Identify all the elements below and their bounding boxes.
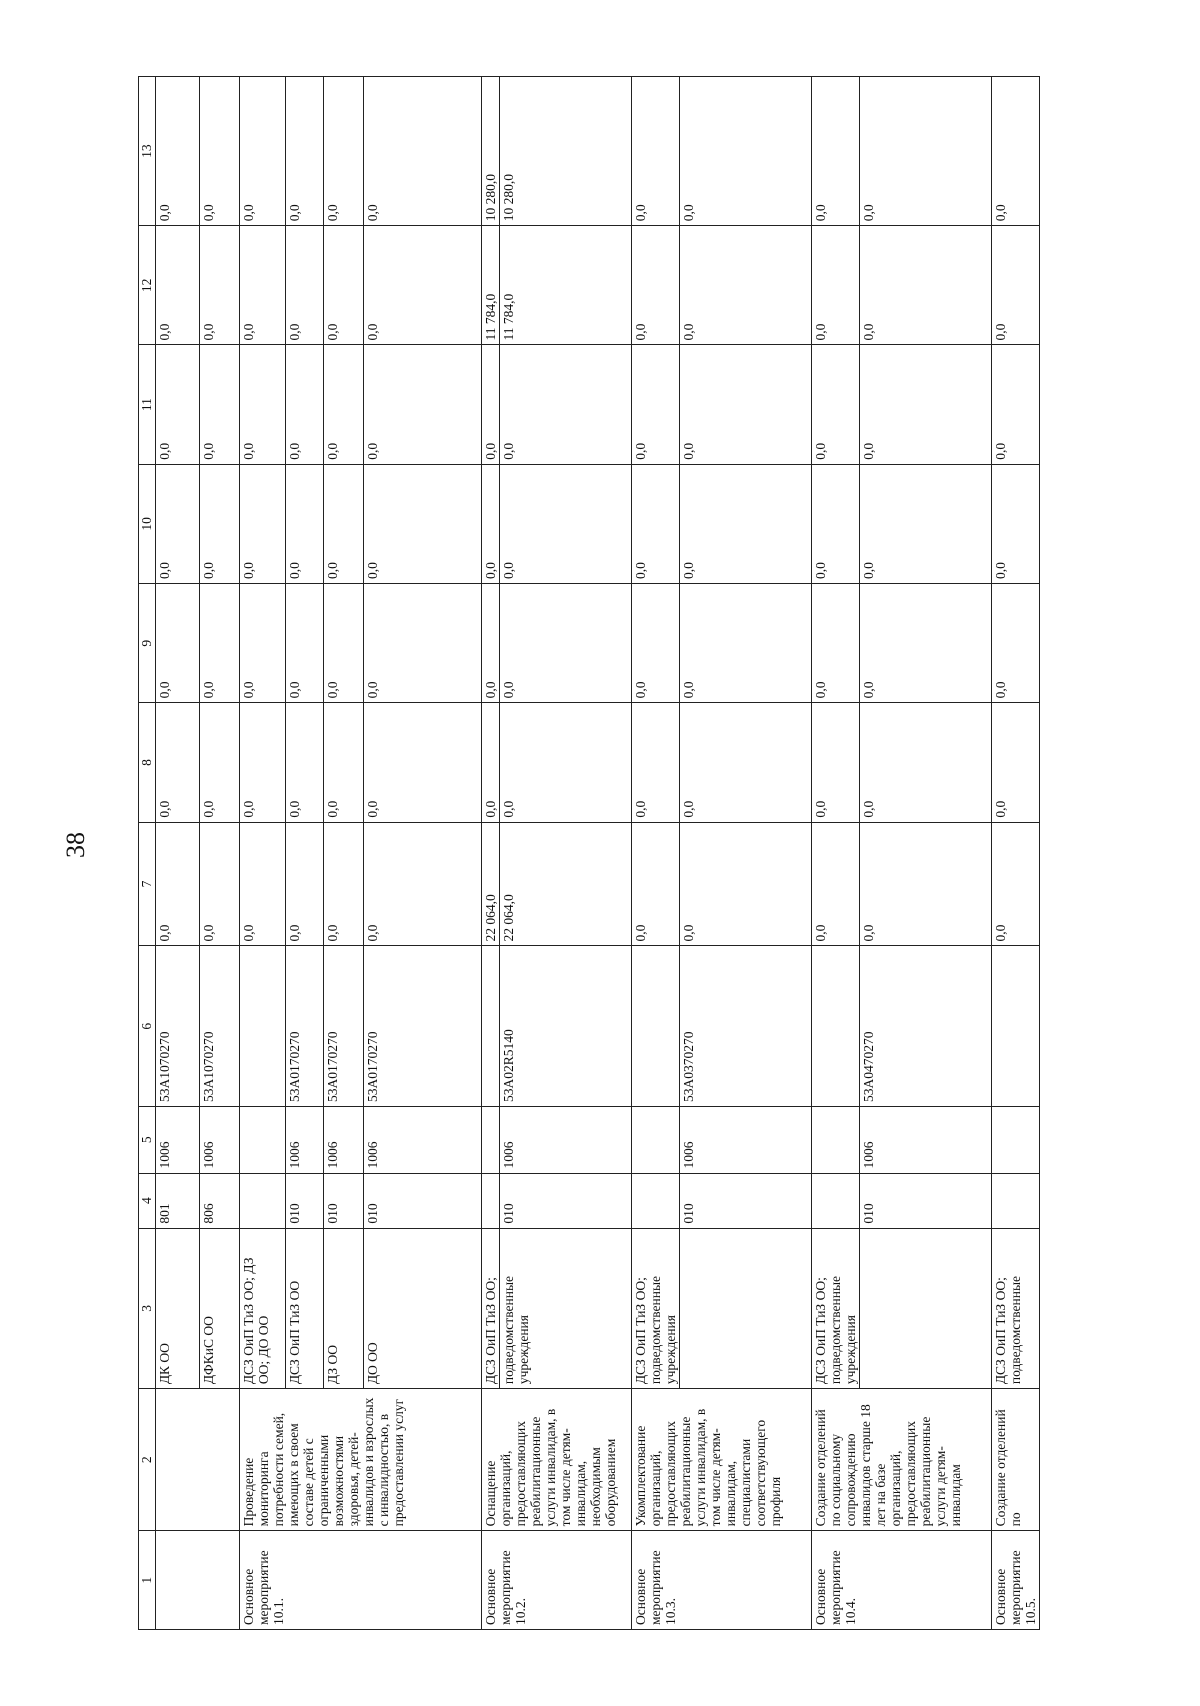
cell-c9: 0,0: [324, 584, 364, 703]
cell-c9: 0,0: [286, 584, 324, 703]
cell-c7: 0,0: [632, 822, 680, 946]
cell-c6: 53А0170270: [286, 946, 324, 1107]
event-name-cell: Создание отделений по: [992, 1389, 1040, 1531]
cell-c13: 0,0: [632, 77, 680, 226]
table-row: [156, 77, 200, 1630]
col-header-12: 12: [139, 226, 156, 345]
cell-c13: 0,0: [286, 77, 324, 226]
event-cell: Основное мероприятие 10.2.: [482, 1531, 632, 1630]
cell-c10: 0,0: [860, 464, 992, 583]
cell-c11: 0,0: [860, 345, 992, 464]
cell-c4: 010: [500, 1173, 632, 1228]
cell-c7: 0,0: [156, 822, 200, 946]
cell-c8: 0,0: [156, 703, 200, 822]
cell-c11: 0,0: [364, 345, 482, 464]
cell-c3: ДЗ ОО: [324, 1228, 364, 1389]
cell-c10: 0,0: [680, 464, 812, 583]
cell-c13: 10 280,0: [500, 77, 632, 226]
cell-c9: 0,0: [240, 584, 286, 703]
cell-c10: 0,0: [324, 464, 364, 583]
cell-c3: ДСЗ ОиП ТиЗ ОО; подведомственные учреждения: [632, 1228, 680, 1389]
event-name-cell: Создание отделений по социальному сопровождению инвалидов старше 18 лет на базе организаций, предоставляющих реабилитационные услуги детям-инвалидам: [812, 1389, 992, 1531]
cell-c13: 0,0: [364, 77, 482, 226]
cell-c5: 1006: [200, 1107, 240, 1174]
table-row: [632, 77, 680, 1630]
cell-c6: [992, 946, 1040, 1107]
cell-c7: 0,0: [992, 822, 1040, 946]
cell-c5: [992, 1107, 1040, 1174]
cell-c13: 0,0: [324, 77, 364, 226]
cell-c4: 010: [364, 1173, 482, 1228]
cell-c10: 0,0: [200, 464, 240, 583]
col-header-7: 7: [139, 822, 156, 946]
cell-c11: 0,0: [240, 345, 286, 464]
col-header-8: 8: [139, 703, 156, 822]
col-header-4: 4: [139, 1173, 156, 1228]
cell-c11: 0,0: [156, 345, 200, 464]
table-row: [812, 77, 860, 1630]
budget-table: [138, 76, 1040, 1630]
cell-c12: 0,0: [992, 226, 1040, 345]
cell-c13: 10 280,0: [482, 77, 500, 226]
cell-c11: 0,0: [500, 345, 632, 464]
cell-c6: [482, 946, 500, 1107]
event-cell: Основное мероприятие 10.5.: [992, 1531, 1040, 1630]
cell-c9: 0,0: [482, 584, 500, 703]
cell-c11: 0,0: [632, 345, 680, 464]
cell-c10: 0,0: [812, 464, 860, 583]
cell-c3: ДСЗ ОиП ТиЗ ОО;: [482, 1228, 500, 1389]
col-header-10: 10: [139, 464, 156, 583]
cell-c3: ДК ОО: [156, 1228, 200, 1389]
cell-c5: [240, 1107, 286, 1174]
cell-c5: [482, 1107, 500, 1174]
col-header-5: 5: [139, 1107, 156, 1174]
cell-c5: 1006: [286, 1107, 324, 1174]
cell-c3: ДО ОО: [364, 1228, 482, 1389]
cell-c6: [632, 946, 680, 1107]
cell-c4: [240, 1173, 286, 1228]
cell-c8: 0,0: [482, 703, 500, 822]
cell-c8: 0,0: [680, 703, 812, 822]
cell-c11: 0,0: [992, 345, 1040, 464]
col-header-13: 13: [139, 77, 156, 226]
cell-c4: [992, 1173, 1040, 1228]
cell-c11: 0,0: [200, 345, 240, 464]
event-cell: Основное мероприятие 10.4.: [812, 1531, 992, 1630]
cell-c6: 53А02R5140: [500, 946, 632, 1107]
event-name-cell: Укомплектование организаций, предоставляющих реабилитационные услуги инвалидам, в том числе детям-инвалидам, специалистами соответствующего профиля: [632, 1389, 812, 1531]
cell-c9: 0,0: [156, 584, 200, 703]
cell-c13: 0,0: [860, 77, 992, 226]
col-header-2: 2: [139, 1389, 156, 1531]
cell-c6: 53А0470270: [860, 946, 992, 1107]
col-header-9: 9: [139, 584, 156, 703]
cell-c13: 0,0: [200, 77, 240, 226]
cell-c12: 0,0: [860, 226, 992, 345]
cell-c4: 010: [860, 1173, 992, 1228]
col-header-6: 6: [139, 946, 156, 1107]
cell-c6: 53А0170270: [364, 946, 482, 1107]
cell-c5: 1006: [500, 1107, 632, 1174]
cell-c4: [482, 1173, 500, 1228]
cell-c12: 0,0: [156, 226, 200, 345]
col-header-1: 1: [139, 1531, 156, 1630]
cell-c12: 0,0: [364, 226, 482, 345]
cell-c10: 0,0: [286, 464, 324, 583]
cell-c3: ДСЗ ОиП ТиЗ ОО; подведомственные: [992, 1228, 1040, 1389]
cell-c9: 0,0: [632, 584, 680, 703]
cell-c5: [812, 1107, 860, 1174]
cell-c4: [812, 1173, 860, 1228]
cell-c9: 0,0: [992, 584, 1040, 703]
cell-c7: 0,0: [200, 822, 240, 946]
cell-c8: 0,0: [860, 703, 992, 822]
cell-c11: 0,0: [680, 345, 812, 464]
cell-c9: 0,0: [860, 584, 992, 703]
event-name-cell: Проведение мониторинга потребности семей, имеющих в своем составе детей с ограниченными возможностями здоровья, детей-инвалидов и взрослых с инвалидностью, в предоставлении услуг: [240, 1389, 482, 1531]
cell-c9: 0,0: [500, 584, 632, 703]
rotated-sheet: [138, 76, 1058, 1630]
cell-c8: 0,0: [812, 703, 860, 822]
cell-c10: 0,0: [992, 464, 1040, 583]
cell-c7: 22 064,0: [500, 822, 632, 946]
cell-c3: ДСЗ ОиП ТиЗ ОО; ДЗ ОО; ДО ОО: [240, 1228, 286, 1389]
event-cell: [156, 1531, 240, 1630]
cell-c4: 806: [200, 1173, 240, 1228]
cell-c4: 010: [324, 1173, 364, 1228]
cell-c3: ДСЗ ОиП ТиЗ ОО; подведомственные учреждения: [812, 1228, 860, 1389]
event-name-cell: [156, 1389, 240, 1531]
cell-c11: 0,0: [324, 345, 364, 464]
cell-c4: [632, 1173, 680, 1228]
cell-c12: 0,0: [632, 226, 680, 345]
cell-c4: 010: [286, 1173, 324, 1228]
cell-c13: 0,0: [992, 77, 1040, 226]
cell-c9: 0,0: [680, 584, 812, 703]
table-body: [156, 77, 1040, 1630]
cell-c5: 1006: [364, 1107, 482, 1174]
cell-c7: 0,0: [364, 822, 482, 946]
cell-c8: 0,0: [500, 703, 632, 822]
cell-c10: 0,0: [364, 464, 482, 583]
cell-c10: 0,0: [482, 464, 500, 583]
cell-c11: 0,0: [482, 345, 500, 464]
cell-c3: [680, 1228, 812, 1389]
cell-c3: [860, 1228, 992, 1389]
table-row: [482, 77, 500, 1630]
cell-c13: 0,0: [156, 77, 200, 226]
event-cell: Основное мероприятие 10.1.: [240, 1531, 482, 1630]
cell-c12: 0,0: [240, 226, 286, 345]
cell-c12: 0,0: [200, 226, 240, 345]
cell-c8: 0,0: [324, 703, 364, 822]
page-number: 38: [61, 832, 90, 858]
cell-c7: 0,0: [324, 822, 364, 946]
cell-c5: 1006: [680, 1107, 812, 1174]
cell-c10: 0,0: [240, 464, 286, 583]
cell-c9: 0,0: [200, 584, 240, 703]
cell-c12: 0,0: [812, 226, 860, 345]
cell-c5: 1006: [324, 1107, 364, 1174]
cell-c6: [240, 946, 286, 1107]
cell-c8: 0,0: [286, 703, 324, 822]
cell-c8: 0,0: [364, 703, 482, 822]
cell-c12: 11 784,0: [500, 226, 632, 345]
cell-c7: 0,0: [240, 822, 286, 946]
table-row: [240, 77, 286, 1630]
event-name-cell: Оснащение организаций, предоставляющих реабилитационные услуги инвалидам, в том числе детям-инвалидам, необходимым оборудованием: [482, 1389, 632, 1531]
cell-c11: 0,0: [286, 345, 324, 464]
cell-c13: 0,0: [240, 77, 286, 226]
cell-c13: 0,0: [680, 77, 812, 226]
cell-c9: 0,0: [812, 584, 860, 703]
cell-c3: ДСЗ ОиП ТиЗ ОО: [286, 1228, 324, 1389]
cell-c12: 0,0: [286, 226, 324, 345]
cell-c5: [632, 1107, 680, 1174]
cell-c8: 0,0: [632, 703, 680, 822]
cell-c8: 0,0: [240, 703, 286, 822]
cell-c3: подведомственные учреждения: [500, 1228, 632, 1389]
cell-c3: ДФКиС ОО: [200, 1228, 240, 1389]
cell-c12: 11 784,0: [482, 226, 500, 345]
column-number-row: [139, 77, 156, 1630]
cell-c13: 0,0: [812, 77, 860, 226]
cell-c7: 0,0: [680, 822, 812, 946]
cell-c4: 801: [156, 1173, 200, 1228]
cell-c10: 0,0: [632, 464, 680, 583]
cell-c10: 0,0: [156, 464, 200, 583]
cell-c5: 1006: [156, 1107, 200, 1174]
cell-c5: 1006: [860, 1107, 992, 1174]
cell-c6: 53А0170270: [324, 946, 364, 1107]
event-cell: Основное мероприятие 10.3.: [632, 1531, 812, 1630]
col-header-11: 11: [139, 345, 156, 464]
cell-c7: 0,0: [286, 822, 324, 946]
cell-c8: 0,0: [992, 703, 1040, 822]
cell-c6: 53А1070270: [156, 946, 200, 1107]
col-header-3: 3: [139, 1228, 156, 1389]
cell-c6: 53А1070270: [200, 946, 240, 1107]
cell-c8: 0,0: [200, 703, 240, 822]
cell-c6: 53А0370270: [680, 946, 812, 1107]
cell-c7: 0,0: [812, 822, 860, 946]
cell-c6: [812, 946, 860, 1107]
cell-c11: 0,0: [812, 345, 860, 464]
table-row: [992, 77, 1040, 1630]
cell-c9: 0,0: [364, 584, 482, 703]
cell-c4: 010: [680, 1173, 812, 1228]
cell-c10: 0,0: [500, 464, 632, 583]
cell-c12: 0,0: [680, 226, 812, 345]
cell-c7: 0,0: [860, 822, 992, 946]
cell-c12: 0,0: [324, 226, 364, 345]
cell-c7: 22 064,0: [482, 822, 500, 946]
